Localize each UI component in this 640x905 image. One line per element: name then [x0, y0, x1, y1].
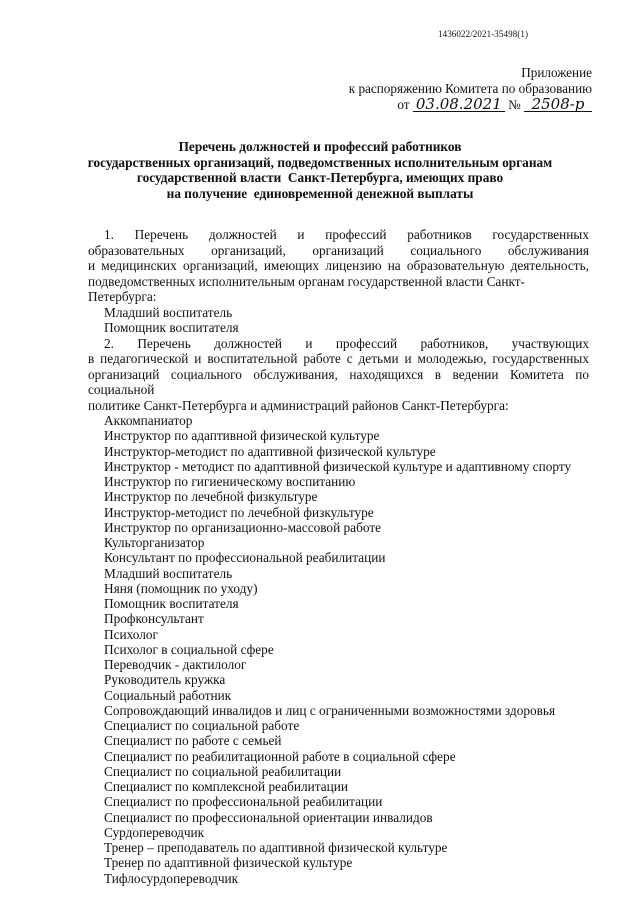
- section-2-list: [88, 413, 589, 886]
- appendix-date-number: [349, 97, 592, 113]
- handwritten-date: 03.08.2021: [413, 97, 505, 112]
- list-item: Профконсультант: [104, 611, 204, 627]
- list-item: Инструктор по гигиеническому воспитанию: [104, 474, 356, 489]
- title-line: государственной власти Санкт-Петербурга, имеющих право: [136, 170, 504, 185]
- document-registration-number: 1436022/2021-35498(1): [438, 29, 529, 39]
- section-1-line: подведомственных исполнительным органам государственной власти Санкт-Петербурга:: [88, 273, 525, 304]
- section-2: [88, 336, 589, 886]
- list-item: Специалист по работе с семьей: [104, 733, 282, 749]
- date-prefix: от: [397, 97, 410, 112]
- list-item: Инструктор по организационно-массовой работе: [104, 519, 382, 535]
- title-line: государственных организаций, подведомственных исполнительным органам: [87, 154, 553, 170]
- list-item: Переводчик - дактилолог: [104, 657, 247, 672]
- list-item: Тренер – преподаватель по адаптивной физической культуре: [104, 840, 448, 855]
- list-item: Аккомпаниатор: [104, 413, 193, 428]
- list-item: Инструктор по лечебной физкультуре: [104, 489, 318, 505]
- list-item: Сопровождающий инвалидов и лиц с ограниченными возможностями здоровья: [104, 702, 556, 718]
- list-item: Инструктор-методист по адаптивной физической культуре: [104, 443, 436, 459]
- list-item: Помощник воспитателя: [104, 320, 239, 335]
- list-item: Психолог: [104, 626, 158, 642]
- list-item: Культорганизатор: [104, 535, 205, 550]
- list-item: Специалист по профессиональной реабилитации: [104, 794, 383, 810]
- list-item: Помощник воспитателя: [104, 596, 239, 611]
- list-item: Социальный работник: [104, 687, 232, 703]
- title-line: на получение единовременной денежной выплаты: [166, 185, 474, 201]
- section-1-line: образовательных организаций, организаций социального обслуживания: [88, 242, 589, 258]
- list-item: Тренер по адаптивной физической культуре: [104, 855, 353, 871]
- list-item: Руководитель кружка: [104, 672, 226, 688]
- list-item: Няня (помощник по уходу): [104, 580, 258, 596]
- appendix-reference: к распоряжению Комитета по образованию: [348, 81, 592, 96]
- list-item: Специалист по комплексной реабилитации: [104, 779, 348, 794]
- list-item: Специалист по реабилитационной работе в социальной сфере: [104, 748, 456, 764]
- document-body: [88, 227, 589, 886]
- document-title: [0, 139, 640, 201]
- section-1-list: [88, 305, 589, 336]
- list-item: Инструктор - методист по адаптивной физической культуре и адаптивному спорту: [104, 458, 572, 474]
- list-item: Младший воспитатель: [104, 304, 233, 320]
- list-item: Специалист по социальной работе: [104, 718, 300, 733]
- list-item: Младший воспитатель: [104, 565, 233, 581]
- list-item: Инструктор-методист по лечебной физкультуре: [104, 504, 374, 520]
- section-1-text: Перечень должностей и профессий работников государственных: [134, 227, 589, 242]
- section-2-line: в педагогической и воспитательной работе с детьми и молодежью, государственных: [88, 351, 589, 366]
- list-item: Инструктор по адаптивной физической культуре: [104, 428, 380, 444]
- list-item: Сурдопереводчик: [104, 824, 205, 840]
- section-2-line: организаций социального обслуживания, находящихся в ведении Комитета по социальной: [88, 366, 589, 397]
- section-1-line: и медицинских организаций, имеющих лицензию на образовательную деятельность,: [88, 258, 589, 273]
- list-item: Психолог в социальной сфере: [104, 641, 274, 657]
- section-1-number: 1.: [104, 227, 114, 242]
- section-2-line: политике Санкт-Петербурга и администраций районов Санкт-Петербурга:: [88, 397, 509, 413]
- handwritten-number: 2508-р: [524, 97, 592, 112]
- number-label: №: [508, 97, 521, 112]
- list-item: Специалист по профессиональной ориентации инвалидов: [104, 809, 433, 825]
- appendix-block: [349, 65, 592, 113]
- section-1: [88, 227, 589, 336]
- list-item: Консультант по профессиональной реабилитации: [104, 550, 386, 566]
- list-item: Тифлосурдопереводчик: [104, 870, 239, 886]
- appendix-label: Приложение: [521, 65, 592, 80]
- section-2-number: 2.: [104, 335, 114, 351]
- section-2-line: [88, 336, 589, 352]
- title-line: Перечень должностей и профессий работников: [178, 139, 462, 154]
- list-item: Специалист по социальной реабилитации: [104, 763, 342, 779]
- section-2-text: Перечень должностей и профессий работников, участвующих: [137, 335, 590, 351]
- section-1-line: [88, 227, 589, 243]
